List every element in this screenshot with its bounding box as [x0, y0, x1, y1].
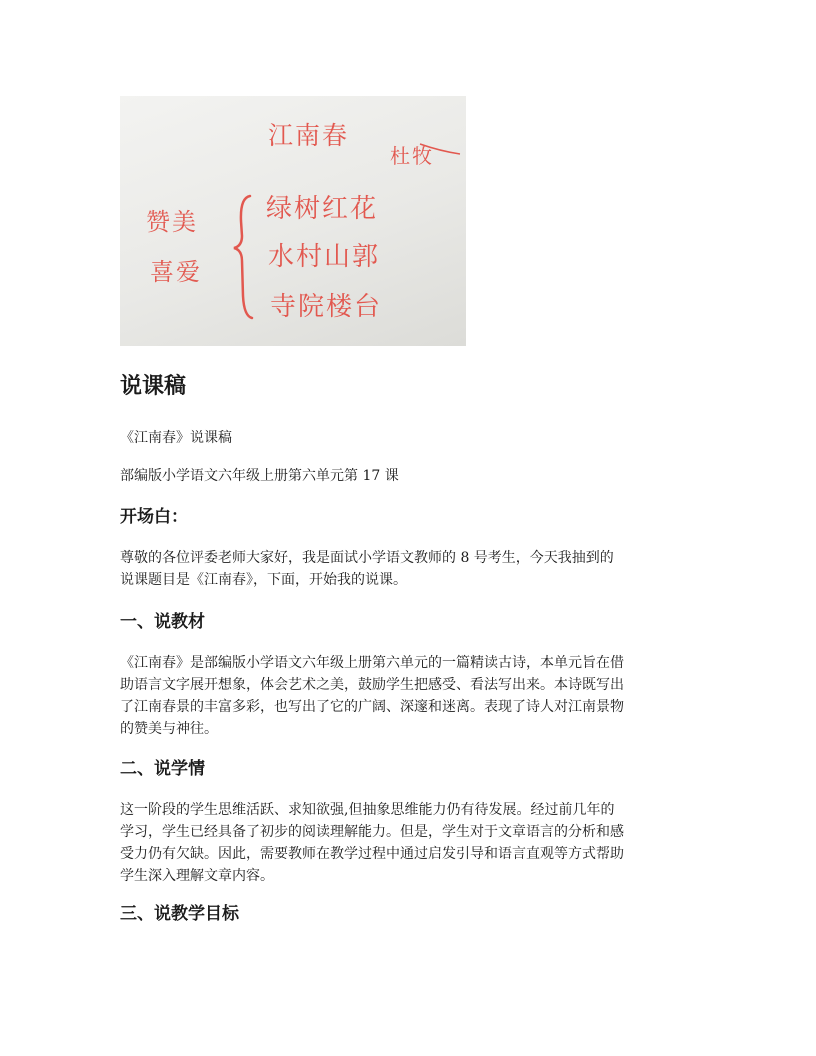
board-title: 江南春 — [268, 121, 350, 150]
text-line: 的赞美与神往。 — [120, 721, 218, 737]
board-theme-1: 赞美 — [146, 208, 198, 236]
section-heading-students: 二、说学情 — [120, 759, 205, 779]
text-line: 学生深入理解文章内容。 — [120, 868, 274, 884]
board-item-3: 寺院楼台 — [270, 292, 383, 322]
text-line: 这一阶段的学生思维活跃、求知欲强,但抽象思维能力仍有待发展。经过前几年的 — [120, 802, 615, 818]
text-line: 助语言文字展开想象，体会艺术之美，鼓励学生把感受、看法写出来。本诗既写出 — [120, 677, 624, 693]
section-body-students — [120, 799, 700, 887]
board-item-1: 绿树红花 — [266, 194, 379, 224]
document-subtitle: 《江南春》说课稿 — [120, 430, 232, 446]
section-body-textbook — [120, 652, 700, 740]
section-heading-opening: 开场白： — [120, 507, 188, 527]
text-line: 《江南春》是部编版小学语文六年级上册第六单元的一篇精读古诗，本单元旨在借 — [120, 655, 624, 671]
section-heading-objectives: 三、说教学目标 — [120, 904, 239, 924]
text-line: 说课题目是《江南春》，下面，开始我的说课。 — [120, 572, 407, 588]
section-heading-textbook: 一、说教材 — [120, 612, 205, 632]
board-theme-2: 喜爱 — [150, 258, 202, 286]
page-title: 说课稿 — [120, 374, 187, 399]
board-item-2: 水村山郭 — [268, 242, 381, 272]
text-line: 尊敬的各位评委老师大家好，我是面试小学语文教师的 8 号考生，今天我抽到的 — [120, 550, 614, 566]
text-line: 学习，学生已经具备了初步的阅读理解能力。但是，学生对于文章语言的分析和感 — [120, 824, 624, 840]
whiteboard-photo — [120, 96, 466, 346]
text-line: 受力仍有欠缺。因此，需要教师在教学过程中通过启发引导和语言直观等方式帮助 — [120, 846, 624, 862]
board-author: 杜牧 — [390, 144, 434, 168]
text-line: 了江南春景的丰富多彩，也写出了它的广阔、深邃和迷离。表现了诗人对江南景物 — [120, 699, 624, 715]
lesson-info: 部编版小学语文六年级上册第六单元第 17 课 — [120, 468, 399, 484]
section-body-opening — [120, 547, 700, 591]
